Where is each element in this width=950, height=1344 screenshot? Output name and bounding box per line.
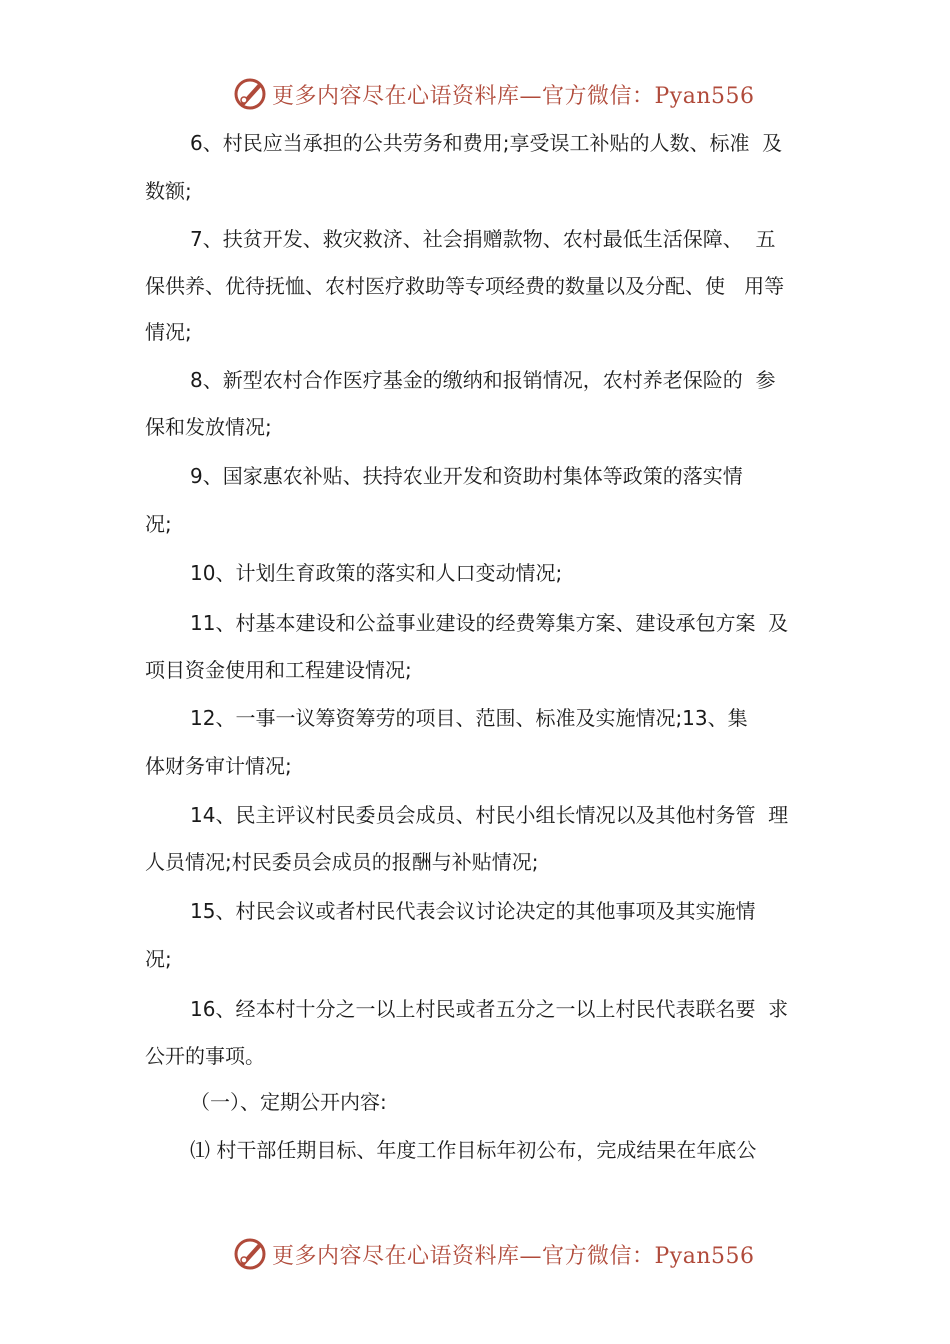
text-line: 人员情况;村民委员会成员的报酬与补贴情况; [145, 850, 539, 874]
text-line: 7、扶贫开发、救灾救济、社会捐赠款物、农村最低生活保障、 五 [190, 227, 776, 251]
text-line: 9、国家惠农补贴、扶持农业开发和资助村集体等政策的落实情 [190, 464, 743, 488]
text-line: 数额; [145, 179, 192, 203]
text-line: 况; [145, 512, 172, 536]
text-line: 15、村民会议或者村民代表会议讨论决定的其他事项及其实施情 [190, 899, 756, 923]
text-line: 项目资金使用和工程建设情况; [145, 658, 412, 682]
text-line: 11、村基本建设和公益事业建设的经费筹集方案、建设承包方案 及 [190, 611, 789, 635]
header-banner [0, 72, 950, 116]
text-line: 12、一事一议筹资筹劳的项目、范围、标准及实施情况;13、集 [190, 706, 748, 730]
text-line: 体财务审计情况; [145, 754, 292, 778]
text-line: 情况; [145, 320, 192, 344]
banner-text: 更多内容尽在心语资料库—官方微信：Pyan556 [272, 1243, 755, 1269]
pen-in-circle-logo [232, 76, 268, 112]
text-line: 8、新型农村合作医疗基金的缴纳和报销情况，农村养老保险的 参 [190, 368, 776, 392]
text-line: 14、民主评议村民委员会成员、村民小组长情况以及其他村务管 理 [190, 803, 789, 827]
footer-banner [0, 1232, 950, 1276]
text-line: 况; [145, 947, 172, 971]
section-heading: （一）、定期公开内容: [190, 1090, 387, 1114]
banner-text: 更多内容尽在心语资料库—官方微信：Pyan556 [272, 83, 755, 109]
text-line: ⑴ 村干部任期目标、年度工作目标年初公布，完成结果在年底公 [190, 1138, 757, 1162]
text-line: 公开的事项。 [145, 1044, 265, 1068]
text-line: 16、经本村十分之一以上村民或者五分之一以上村民代表联名要 求 [190, 997, 789, 1021]
text-line: 10、计划生育政策的落实和人口变动情况; [190, 561, 563, 585]
text-line: 6、村民应当承担的公共劳务和费用;享受误工补贴的人数、标准 及 [190, 131, 783, 155]
text-line: 保和发放情况; [145, 415, 272, 439]
pen-in-circle-logo [232, 1236, 268, 1272]
text-line: 保供养、优待抚恤、农村医疗救助等专项经费的数量以及分配、使 用等 [145, 274, 785, 298]
